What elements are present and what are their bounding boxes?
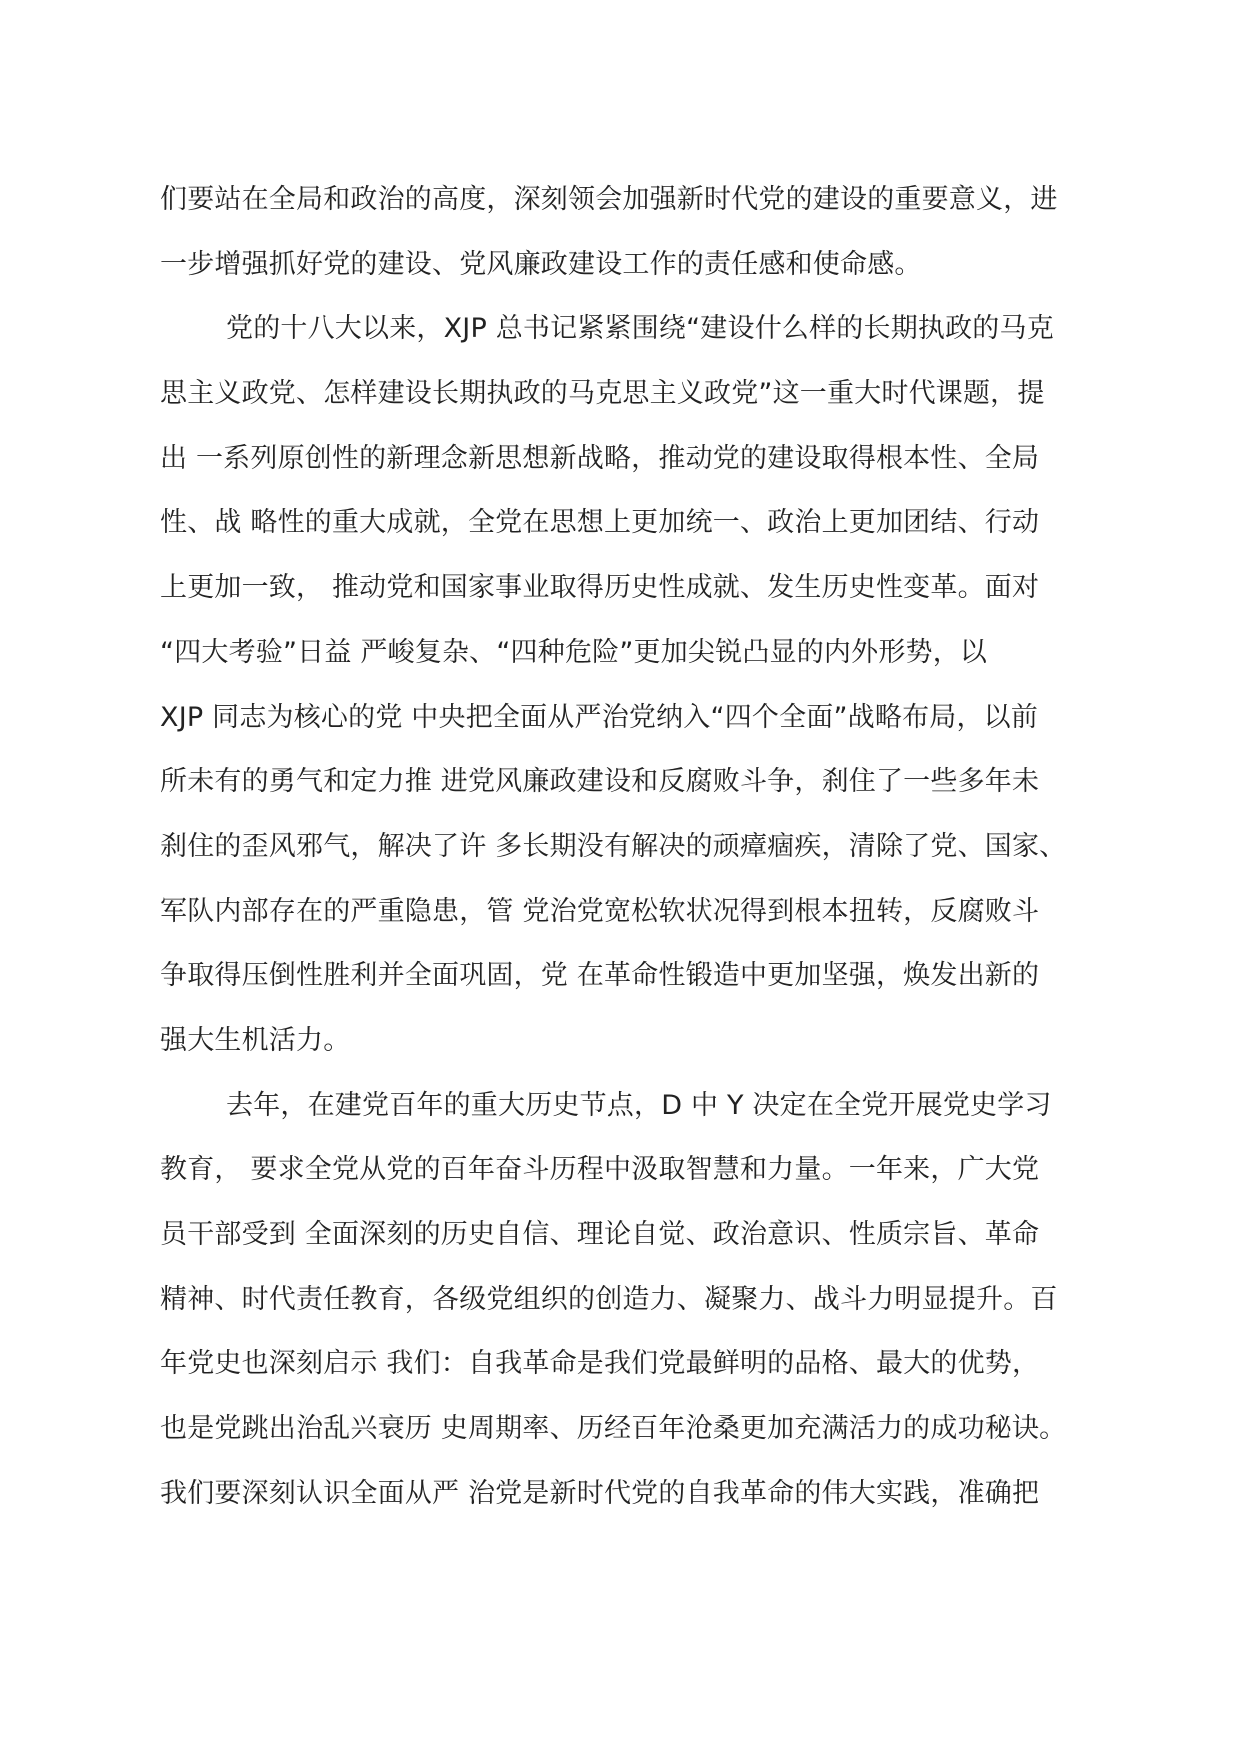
text-line: 年党史也深刻启示 我们：自我革命是我们党最鲜明的品格、最大的优势， — [160, 1348, 1040, 1380]
body-text — [160, 168, 1100, 1526]
text-line: 一步增强抓好党的建设、党风廉政建设工作的责任感和使命感。 — [160, 248, 922, 280]
text-line: 上更加一致， 推动党和国家事业取得历史性成就、发生历史性变革。面对 — [160, 572, 1040, 604]
text-line: “四大考验”日益 严峻复杂、“四种危险”更加尖锐凸显的内外形势，以 — [160, 636, 988, 668]
text-line: XJP 同志为核心的党 中央把全面从严治党纳入“四个全面”战略布局，以前 — [160, 701, 1039, 733]
text-line: 强大生机活力。 — [160, 1024, 351, 1056]
text-line: 性、战 略性的重大成就，全党在思想上更加统一、政治上更加团结、行动 — [160, 507, 1040, 539]
text-line: 思主义政党、怎样建设长期执政的马克思主义政党”这一重大时代课题，提 — [160, 378, 1045, 410]
text-line: 也是党跳出治乱兴衰历 史周期率、历经百年沧桑更加充满活力的成功秘诀。 — [160, 1413, 1067, 1445]
text-line: 员干部受到 全面深刻的历史自信、理论自觉、政治意识、性质宗旨、革命 — [160, 1219, 1040, 1250]
text-line: 出 一系列原创性的新理念新思想新战略，推动党的建设取得根本性、全局 — [160, 442, 1040, 474]
text-line: 所未有的勇气和定力推 进党风廉政建设和反腐败斗争，刹住了一些多年未 — [160, 766, 1040, 798]
text-line: 争取得压倒性胜利并全面巩固，党 在革命性锻造中更加坚强，焕发出新的 — [160, 960, 1040, 992]
text-line: 教育， 要求全党从党的百年奋斗历程中汲取智慧和力量。一年来，广大党 — [160, 1154, 1040, 1186]
text-line: 刹住的歪风邪气，解决了许 多长期没有解决的顽瘴痼疾，清除了党、国家、 — [160, 830, 1067, 862]
paragraph-start-line: 去年，在建党百年的重大历史节点，D 中 Y 决定在全党开展党史学习 — [226, 1089, 1052, 1121]
text-line: 我们要深刻认识全面从严 治党是新时代党的自我革命的伟大实践，准确把 — [160, 1477, 1040, 1509]
text-line: 们要站在全局和政治的高度，深刻领会加强新时代党的建设的重要意义，进 — [160, 184, 1058, 215]
paragraph-start-line: 党的十八大以来，XJP 总书记紧紧围绕“建设什么样的长期执政的马克 — [226, 313, 1054, 345]
text-line: 精神、时代责任教育，各级党组织的创造力、凝聚力、战斗力明显提升。百 — [160, 1283, 1058, 1315]
text-line: 军队内部存在的严重隐患，管 党治党宽松软状况得到根本扭转，反腐败斗 — [160, 895, 1040, 927]
